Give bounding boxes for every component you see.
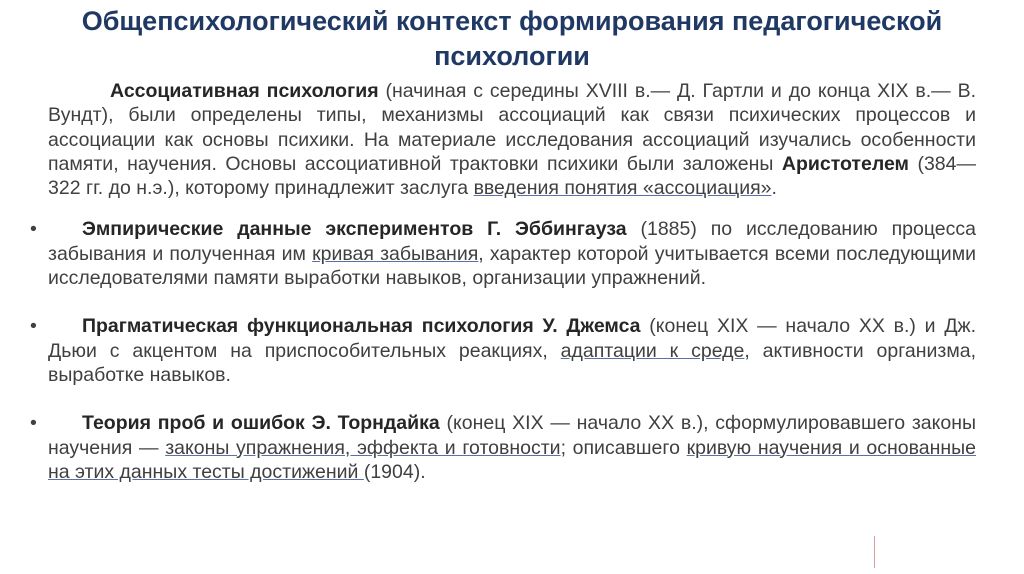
title-line-1: Общепсихологический контекст формирования педагогической [81, 6, 943, 36]
bullet-marker: • [30, 218, 37, 241]
bullet-james [30, 314, 976, 387]
thorndike-text-3: (1904). [363, 460, 426, 483]
bullet-marker: • [30, 412, 37, 435]
decorative-divider [874, 536, 875, 568]
thorndike-text-2: ; описавшего [560, 436, 687, 459]
bullet-ebbinghaus-text [48, 217, 976, 290]
title-line-2: психологии [434, 41, 590, 71]
bullet-ebbinghaus [30, 217, 976, 290]
slide-body [30, 79, 977, 484]
learning-curve-link[interactable]: кривую научения и основанные на этих данных тесты достижений [48, 436, 976, 483]
ebbinghaus-text-1: (1885) по исследованию процесса забывания и полученная им [48, 218, 976, 265]
james-text-2: , активности организма, выработке навыков. [48, 339, 976, 386]
james-text-1: (конец XIX — начало XX в.) и Дж. Дьюи с акцентом на приспособительных реакциях, [48, 315, 976, 362]
term-thorndike: Теория проб и ошибок Э. Торндайка [82, 412, 440, 435]
intro-text-1: (начиная с середины XVIII в.— Д. Гартли и до конца XIX в.— В. Вундт), были определены типы, механизмы ассоциаций как связи психических процессов и ассоциации как основы психики. На материале исследования ассоциаций изучались особенности памяти, научения. Основы ассоциативной трактовки психики были заложены [48, 80, 976, 175]
bullet-james-text [48, 314, 976, 387]
intro-paragraph [48, 79, 976, 200]
laws-link[interactable]: законы упражнения, эффекта и готовности [165, 436, 561, 459]
term-ebbinghaus: Эмпирические данные экспериментов Г. Эббингауза [82, 218, 627, 241]
ebbinghaus-text-2: , характер которой учитывается всеми последующими исследователями памяти выработки навыков, организации упражнений. [48, 242, 976, 290]
adaptation-link[interactable]: адаптации к среде [560, 339, 745, 362]
term-associative-psychology: Ассоциативная психология [110, 80, 379, 102]
bullet-marker: • [30, 315, 37, 338]
term-aristotle: Аристотелем [781, 152, 909, 175]
intro-text-3: . [771, 177, 777, 200]
intro-text-2: (384—322 гг. до н.э.), которому принадлежит заслуга [48, 152, 976, 200]
forgetting-curve-link[interactable]: кривая забывания [312, 242, 479, 265]
slide-title [0, 4, 1024, 74]
thorndike-text-1: (конец XIX — начало XX в.), сформулировавшего законы научения — [48, 412, 977, 459]
bullet-thorndike-text [48, 411, 976, 484]
term-james: Прагматическая функциональная психология У. Джемса [82, 315, 641, 338]
bullet-thorndike [30, 411, 977, 484]
association-concept-link[interactable]: введения понятия «ассоциация» [473, 177, 772, 200]
